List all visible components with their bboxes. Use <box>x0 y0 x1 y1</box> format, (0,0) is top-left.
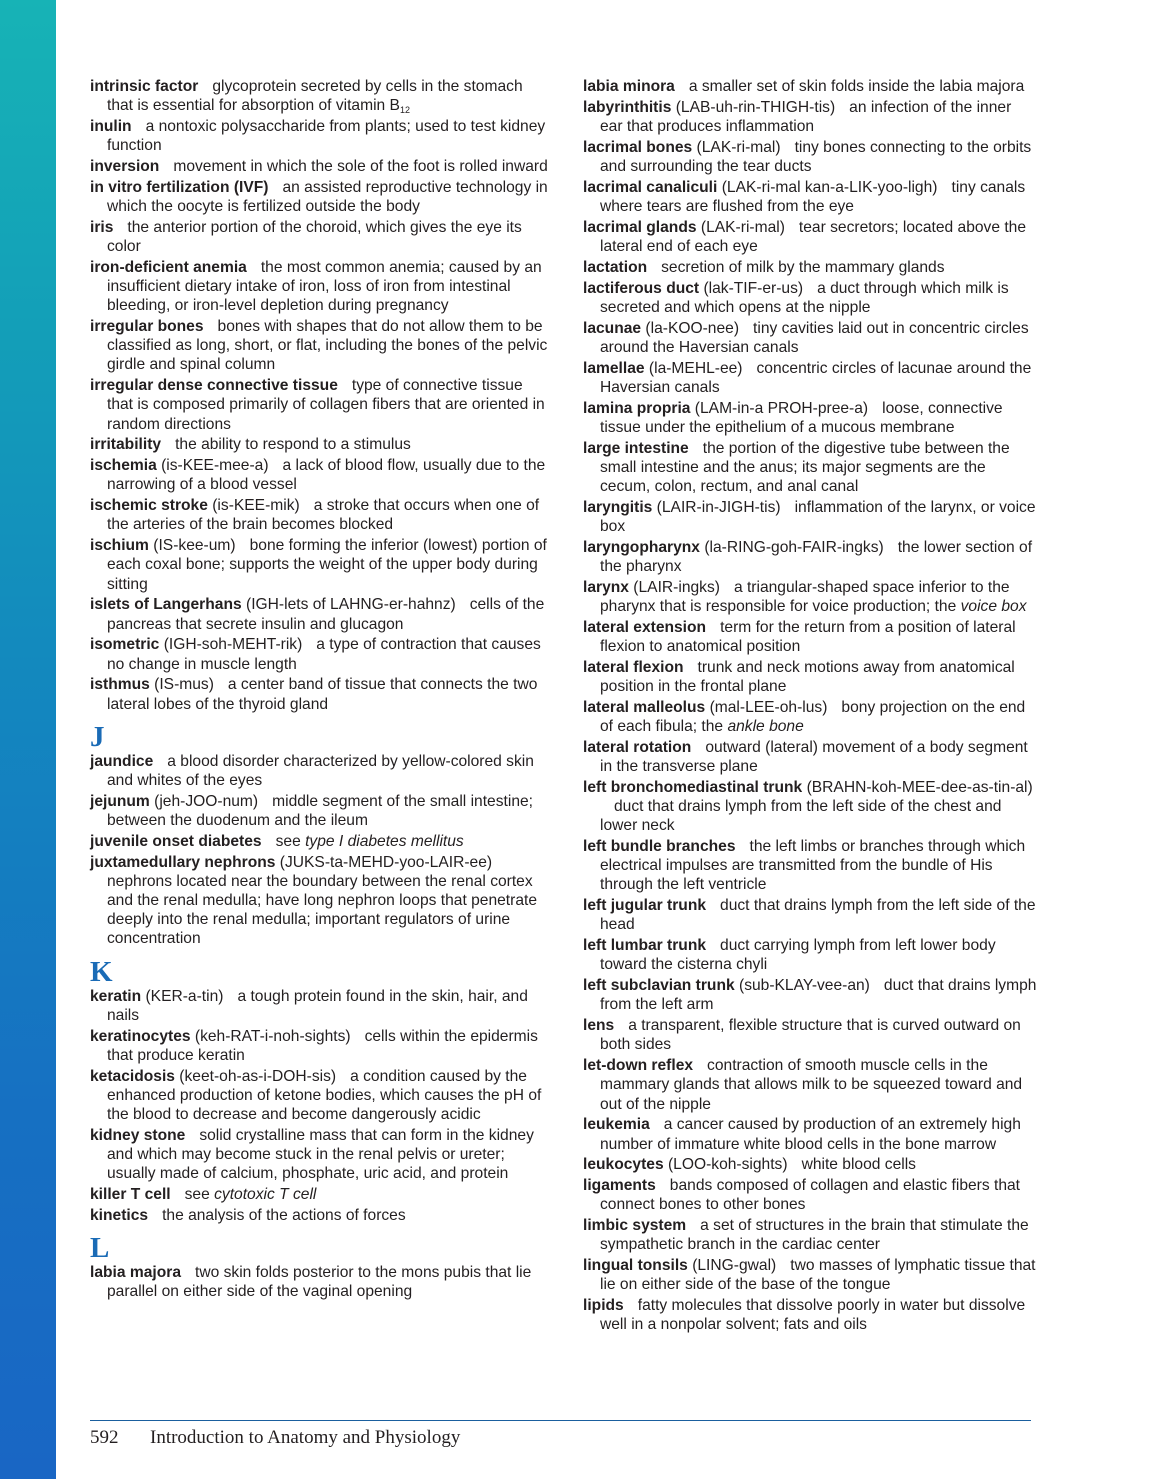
cross-reference: cytotoxic T cell <box>214 1186 317 1204</box>
glossary-entry <box>90 376 550 434</box>
glossary-term: lens <box>583 1017 615 1035</box>
glossary-entry <box>583 1115 1038 1153</box>
definition: duct that drains lymph from the left side of the head <box>600 897 1036 934</box>
definition: tiny cavities laid out in concentric circles around the Haversian canals <box>600 319 1029 356</box>
glossary-term: inversion <box>90 158 160 175</box>
glossary-term: killer T cell <box>90 1186 171 1204</box>
glossary-entry <box>583 837 1038 895</box>
glossary-term: inulin <box>90 118 132 135</box>
glossary-term: keratin <box>90 987 142 1005</box>
definition: a blood disorder characterized by yellow-colored skin and whites of the eyes <box>107 752 534 790</box>
glossary-term: kinetics <box>90 1206 149 1224</box>
glossary-entry <box>90 317 550 375</box>
pronunciation: (IS-mus) <box>154 676 214 694</box>
glossary-term: labia majora <box>90 1264 182 1282</box>
glossary-entry <box>583 778 1038 836</box>
footer-rule <box>90 1420 1031 1421</box>
definition-subscript: 12 <box>399 105 410 116</box>
definition: the lower section of the pharynx <box>600 538 1033 575</box>
glossary-term: isthmus <box>90 676 150 694</box>
glossary-entry <box>583 1016 1038 1054</box>
section-k-entries <box>90 987 550 1225</box>
glossary-entry <box>90 832 550 851</box>
decorative-side-band <box>0 0 56 1479</box>
definition: an infection of the inner ear that produces inflammation <box>600 98 1012 135</box>
glossary-entry <box>90 536 550 594</box>
glossary-entry <box>583 1296 1038 1334</box>
glossary-entry <box>90 1263 550 1301</box>
glossary-entry <box>583 399 1038 437</box>
glossary-term: leukemia <box>583 1116 650 1134</box>
section-l-entries <box>90 1263 550 1301</box>
glossary-term: irregular dense connective tissue <box>90 377 338 395</box>
glossary-entry <box>90 853 550 949</box>
glossary-term: keratinocytes <box>90 1027 191 1045</box>
glossary-column-right <box>583 77 1038 1336</box>
pronunciation: (LAK-ri-mal kan-a-LIK-yoo-ligh) <box>721 178 938 196</box>
pronunciation: (IGH-lets of LAHNG-er-hahnz) <box>246 596 456 614</box>
glossary-term: left subclavian trunk <box>583 977 735 995</box>
definition: duct carrying lymph from left lower body toward the cisterna chyli <box>600 937 996 974</box>
glossary-entry <box>583 578 1038 616</box>
pronunciation: (keh-RAT-i-noh-sights) <box>194 1027 351 1045</box>
cross-reference: type I diabetes mellitus <box>305 832 464 850</box>
section-heading-l: L <box>90 1232 110 1265</box>
definition: the left limbs or branches through which electrical impulses are transmitted from the bundle of His through the left ventricle <box>600 838 1026 894</box>
glossary-entry <box>583 178 1038 216</box>
pronunciation: (LAK-ri-mal) <box>696 138 781 156</box>
glossary-term: lipids <box>583 1297 624 1315</box>
definition: a tough protein found in the skin, hair, and nails <box>107 987 528 1024</box>
pronunciation: (IS-kee-um) <box>153 537 236 555</box>
glossary-entry <box>90 792 550 830</box>
cross-reference: voice box <box>960 598 1027 615</box>
definition: type of connective tissue that is composed primarily of collagen fibers that are oriented in random directions <box>107 377 545 433</box>
glossary-entry <box>90 77 550 115</box>
definition: glycoprotein secreted by cells in the stomach that is essential for absorption of vitamin B <box>107 78 523 115</box>
definition: a set of structures in the brain that stimulate the sympathetic branch in the cardiac center <box>600 1217 1029 1254</box>
glossary-entry <box>583 538 1038 576</box>
definition: bony projection on the end of each fibula; the <box>600 698 1026 735</box>
glossary-term: isometric <box>90 636 160 654</box>
definition: the portion of the digestive tube between the small intestine and the anus; its major segments are the cecum, colon, rectum, and anal canal <box>600 439 1010 495</box>
section-l-entries-continued <box>583 77 1038 1335</box>
section-i-entries <box>90 77 550 714</box>
glossary-term: labia minora <box>583 78 675 95</box>
definition: cells of the pancreas that secrete insulin and glucagon <box>107 596 545 633</box>
glossary-term: ischemic stroke <box>90 497 208 515</box>
glossary-term: larynx <box>583 578 629 596</box>
definition: the analysis of the actions of forces <box>162 1206 406 1224</box>
glossary-term: left jugular trunk <box>583 897 707 915</box>
definition: secretion of milk by the mammary glands <box>661 258 945 276</box>
pronunciation: (la-RING-goh-FAIR-ingks) <box>704 538 884 556</box>
glossary-term: lingual tonsils <box>583 1257 688 1275</box>
glossary-term: lamellae <box>583 359 645 377</box>
glossary-term: iron-deficient anemia <box>90 258 247 276</box>
definition: a smaller set of skin folds inside the labia majora <box>688 78 1025 95</box>
glossary-entry <box>583 658 1038 696</box>
definition: a type of contraction that causes no change in muscle length <box>107 636 541 673</box>
definition: a cancer caused by production of an extremely high number of immature white blood cells in the bone marrow <box>600 1116 1021 1153</box>
pronunciation: (lak-TIF-er-us) <box>703 279 804 297</box>
definition: a transparent, flexible structure that is curved outward on both sides <box>600 1017 1021 1054</box>
pronunciation: (is-KEE-mik) <box>212 497 300 515</box>
definition: a lack of blood flow, usually due to the narrowing of a blood vessel <box>107 457 546 494</box>
glossary-column-left <box>90 77 550 1303</box>
definition: duct that drains lymph from the left side of the chest and lower neck <box>600 798 1002 835</box>
glossary-term: lacunae <box>583 319 642 337</box>
glossary-term: laryngopharynx <box>583 538 700 556</box>
definition: a nontoxic polysaccharide from plants; used to test kidney function <box>107 118 546 155</box>
glossary-term: limbic system <box>583 1217 687 1235</box>
glossary-term: lateral malleolus <box>583 698 706 716</box>
pronunciation: (sub-KLAY-vee-an) <box>739 977 870 995</box>
glossary-entry <box>90 456 550 494</box>
glossary-term: lateral extension <box>583 618 707 636</box>
glossary-term: lamina propria <box>583 399 691 417</box>
glossary-entry <box>90 1027 550 1065</box>
glossary-entry <box>90 752 550 790</box>
definition: tiny canals where tears are flushed from the eye <box>600 178 1026 215</box>
section-j-entries <box>90 752 550 949</box>
glossary-term: irregular bones <box>90 318 204 335</box>
glossary-entry <box>583 279 1038 317</box>
glossary-term: jejunum <box>90 792 150 810</box>
definition: inflammation of the larynx, or voice box <box>600 498 1036 535</box>
glossary-term: islets of Langerhans <box>90 596 242 614</box>
glossary-term: lateral rotation <box>583 738 692 756</box>
glossary-term: iris <box>90 218 114 236</box>
definition: an assisted reproductive technology in which the oocyte is fertilized outside the body <box>107 178 548 215</box>
glossary-entry <box>90 1067 550 1125</box>
glossary-entry <box>583 138 1038 176</box>
glossary-term: let-down reflex <box>583 1057 694 1075</box>
definition: tear secretors; located above the lateral end of each eye <box>600 218 1027 255</box>
glossary-term: ligaments <box>583 1177 656 1195</box>
glossary-entry <box>583 1216 1038 1254</box>
pronunciation: (jeh-JOO-num) <box>154 792 259 810</box>
glossary-entry <box>90 1185 550 1204</box>
definition: a stroke that occurs when one of the arteries of the brain becomes blocked <box>107 497 540 534</box>
definition: bands composed of collagen and elastic fibers that connect bones to other bones <box>600 1177 1021 1214</box>
glossary-term: left bronchomediastinal trunk <box>583 778 803 796</box>
definition: contraction of smooth muscle cells in the mammary glands that allows milk to be squeezed toward and out of the nipple <box>600 1057 1023 1113</box>
definition: a center band of tissue that connects the two lateral lobes of the thyroid gland <box>107 676 538 713</box>
definition: cells within the epidermis that produce keratin <box>107 1027 538 1064</box>
glossary-term: leukocytes <box>583 1156 664 1174</box>
glossary-term: in vitro fertilization (IVF) <box>90 178 269 196</box>
glossary-term: juxtamedullary nephrons <box>90 853 276 871</box>
glossary-term: intrinsic factor <box>90 78 199 95</box>
glossary-entry <box>583 77 1038 96</box>
glossary-entry <box>90 218 550 256</box>
definition: a duct through which milk is secreted and which opens at the nipple <box>600 279 1009 316</box>
definition: the anterior portion of the choroid, which gives the eye its color <box>107 218 522 255</box>
definition: concentric circles of lacunae around the Haversian canals <box>600 359 1032 396</box>
page-number: 592 <box>90 1427 119 1448</box>
cross-reference: ankle bone <box>727 718 804 735</box>
glossary-term: kidney stone <box>90 1126 186 1144</box>
glossary-entry <box>583 1256 1038 1294</box>
glossary-term: labyrinthitis <box>583 98 672 116</box>
glossary-term: left bundle branches <box>583 838 736 855</box>
glossary-term: laryngitis <box>583 498 653 516</box>
pronunciation: (LAIR-ingks) <box>633 578 720 596</box>
glossary-entry <box>583 319 1038 357</box>
definition: term for the return from a position of lateral flexion to anatomical position <box>600 618 1016 655</box>
book-title: Introduction to Anatomy and Physiology <box>150 1427 461 1448</box>
glossary-term: lactiferous duct <box>583 279 700 297</box>
pronunciation: (BRAHN-koh-MEE-dee-as-tin-al) <box>806 778 1033 796</box>
definition: the ability to respond to a stimulus <box>175 436 411 454</box>
glossary-entry <box>90 157 550 176</box>
definition: nephrons located near the boundary between the renal cortex and the renal medulla; have long nephron loops that penetrate deeply into the renal medulla; important regulators of urine concentration <box>107 872 538 948</box>
glossary-entry <box>583 698 1038 736</box>
definition: loose, connective tissue under the epithelium of a mucous membrane <box>600 399 1003 436</box>
glossary-entry <box>90 675 550 713</box>
glossary-entry <box>90 435 550 454</box>
glossary-entry <box>583 218 1038 256</box>
glossary-term: left lumbar trunk <box>583 937 707 955</box>
glossary-entry <box>583 439 1038 497</box>
glossary-entry <box>583 1176 1038 1214</box>
pronunciation: (keet-oh-as-i-DOH-sis) <box>179 1067 337 1085</box>
definition: trunk and neck motions away from anatomical position in the frontal plane <box>600 658 1015 695</box>
glossary-entry <box>583 359 1038 397</box>
glossary-entry <box>583 98 1038 136</box>
definition: two masses of lymphatic tissue that lie on either side of the base of the tongue <box>600 1257 1036 1294</box>
definition: tiny bones connecting to the orbits and surrounding the tear ducts <box>600 138 1032 175</box>
pronunciation: (KER-a-tin) <box>145 987 224 1005</box>
definition: outward (lateral) movement of a body segment in the transverse plane <box>600 738 1028 775</box>
section-heading-k: K <box>90 955 113 988</box>
glossary-entry <box>583 258 1038 277</box>
glossary-entry <box>583 1056 1038 1114</box>
glossary-term: lacrimal glands <box>583 218 697 236</box>
definition: fatty molecules that dissolve poorly in water but dissolve well in a nonpolar solvent; fats and oils <box>600 1297 1026 1334</box>
pronunciation: (LAM-in-a PROH-pree-a) <box>694 399 869 417</box>
pronunciation: (LAK-ri-mal) <box>700 218 785 236</box>
definition: solid crystalline mass that can form in the kidney and which may become stuck in the renal pelvis or ureter; usually made of calcium, phosphate, uric acid, and protein <box>107 1126 534 1183</box>
glossary-term: juvenile onset diabetes <box>90 832 262 850</box>
glossary-term: lateral flexion <box>583 658 684 676</box>
pronunciation: (LAIR-in-JIGH-tis) <box>656 498 781 516</box>
pronunciation: (LAB-uh-rin-THIGH-tis) <box>675 98 836 116</box>
glossary-entry <box>583 936 1038 974</box>
definition: white blood cells <box>801 1156 916 1174</box>
pronunciation: (JUKS-ta-MEHD-yoo-LAIR-ee) <box>279 853 493 871</box>
definition: a triangular-shaped space inferior to the pharynx that is responsible for voice production; the <box>600 578 1010 615</box>
glossary-entry <box>583 498 1038 536</box>
glossary-term: jaundice <box>90 752 154 770</box>
glossary-term: lacrimal canaliculi <box>583 178 718 196</box>
glossary-entry <box>583 976 1038 1014</box>
definition: movement in which the sole of the foot is rolled inward <box>173 158 548 175</box>
glossary-entry <box>90 1206 550 1225</box>
definition: bones with shapes that do not allow them to be classified as long, short, or flat, including the bones of the pelvic girdle and spinal column <box>107 318 548 374</box>
glossary-entry <box>90 1126 550 1184</box>
glossary-term: lacrimal bones <box>583 138 693 156</box>
definition: see <box>184 1186 210 1204</box>
glossary-entry <box>90 258 550 316</box>
definition: bone forming the inferior (lowest) portion of each coxal bone; supports the weight of the upper body during sitting <box>107 537 547 593</box>
definition: duct that drains lymph from the left arm <box>600 977 1037 1014</box>
glossary-entry <box>583 1155 1038 1174</box>
section-heading-j: J <box>90 720 105 753</box>
glossary-entry <box>583 738 1038 776</box>
definition: the most common anemia; caused by an insufficient dietary intake of iron, loss of iron from intestinal bleeding, or iron-level depletion during pregnancy <box>107 258 542 315</box>
glossary-entry <box>90 635 550 673</box>
glossary-term: large intestine <box>583 439 689 457</box>
pronunciation: (IGH-soh-MEHT-rik) <box>163 636 303 654</box>
pronunciation: (mal-LEE-oh-lus) <box>709 698 828 716</box>
glossary-entry <box>90 595 550 633</box>
pronunciation: (LING-gwal) <box>692 1257 777 1275</box>
glossary-entry <box>90 987 550 1025</box>
glossary-term: irritability <box>90 436 162 454</box>
glossary-entry <box>90 496 550 534</box>
glossary-term: ischemia <box>90 457 157 475</box>
glossary-entry <box>583 896 1038 934</box>
definition: two skin folds posterior to the mons pubis that lie parallel on either side of the vaginal opening <box>107 1264 532 1301</box>
glossary-entry <box>90 178 550 216</box>
pronunciation: (is-KEE-mee-a) <box>161 457 269 475</box>
glossary-term: ketacidosis <box>90 1067 175 1085</box>
definition: a condition caused by the enhanced production of ketone bodies, which causes the pH of the blood to decrease and become dangerously acidic <box>107 1067 542 1124</box>
glossary-entry <box>583 618 1038 656</box>
glossary-term: lactation <box>583 258 648 276</box>
pronunciation: (LOO-koh-sights) <box>667 1156 788 1174</box>
pronunciation: (la-KOO-nee) <box>645 319 740 337</box>
definition: see <box>275 832 301 850</box>
definition: middle segment of the small intestine; between the duodenum and the ileum <box>107 792 534 830</box>
glossary-term: ischium <box>90 537 149 555</box>
page-footer <box>90 1427 460 1449</box>
pronunciation: (la-MEHL-ee) <box>648 359 743 377</box>
glossary-entry <box>90 117 550 155</box>
